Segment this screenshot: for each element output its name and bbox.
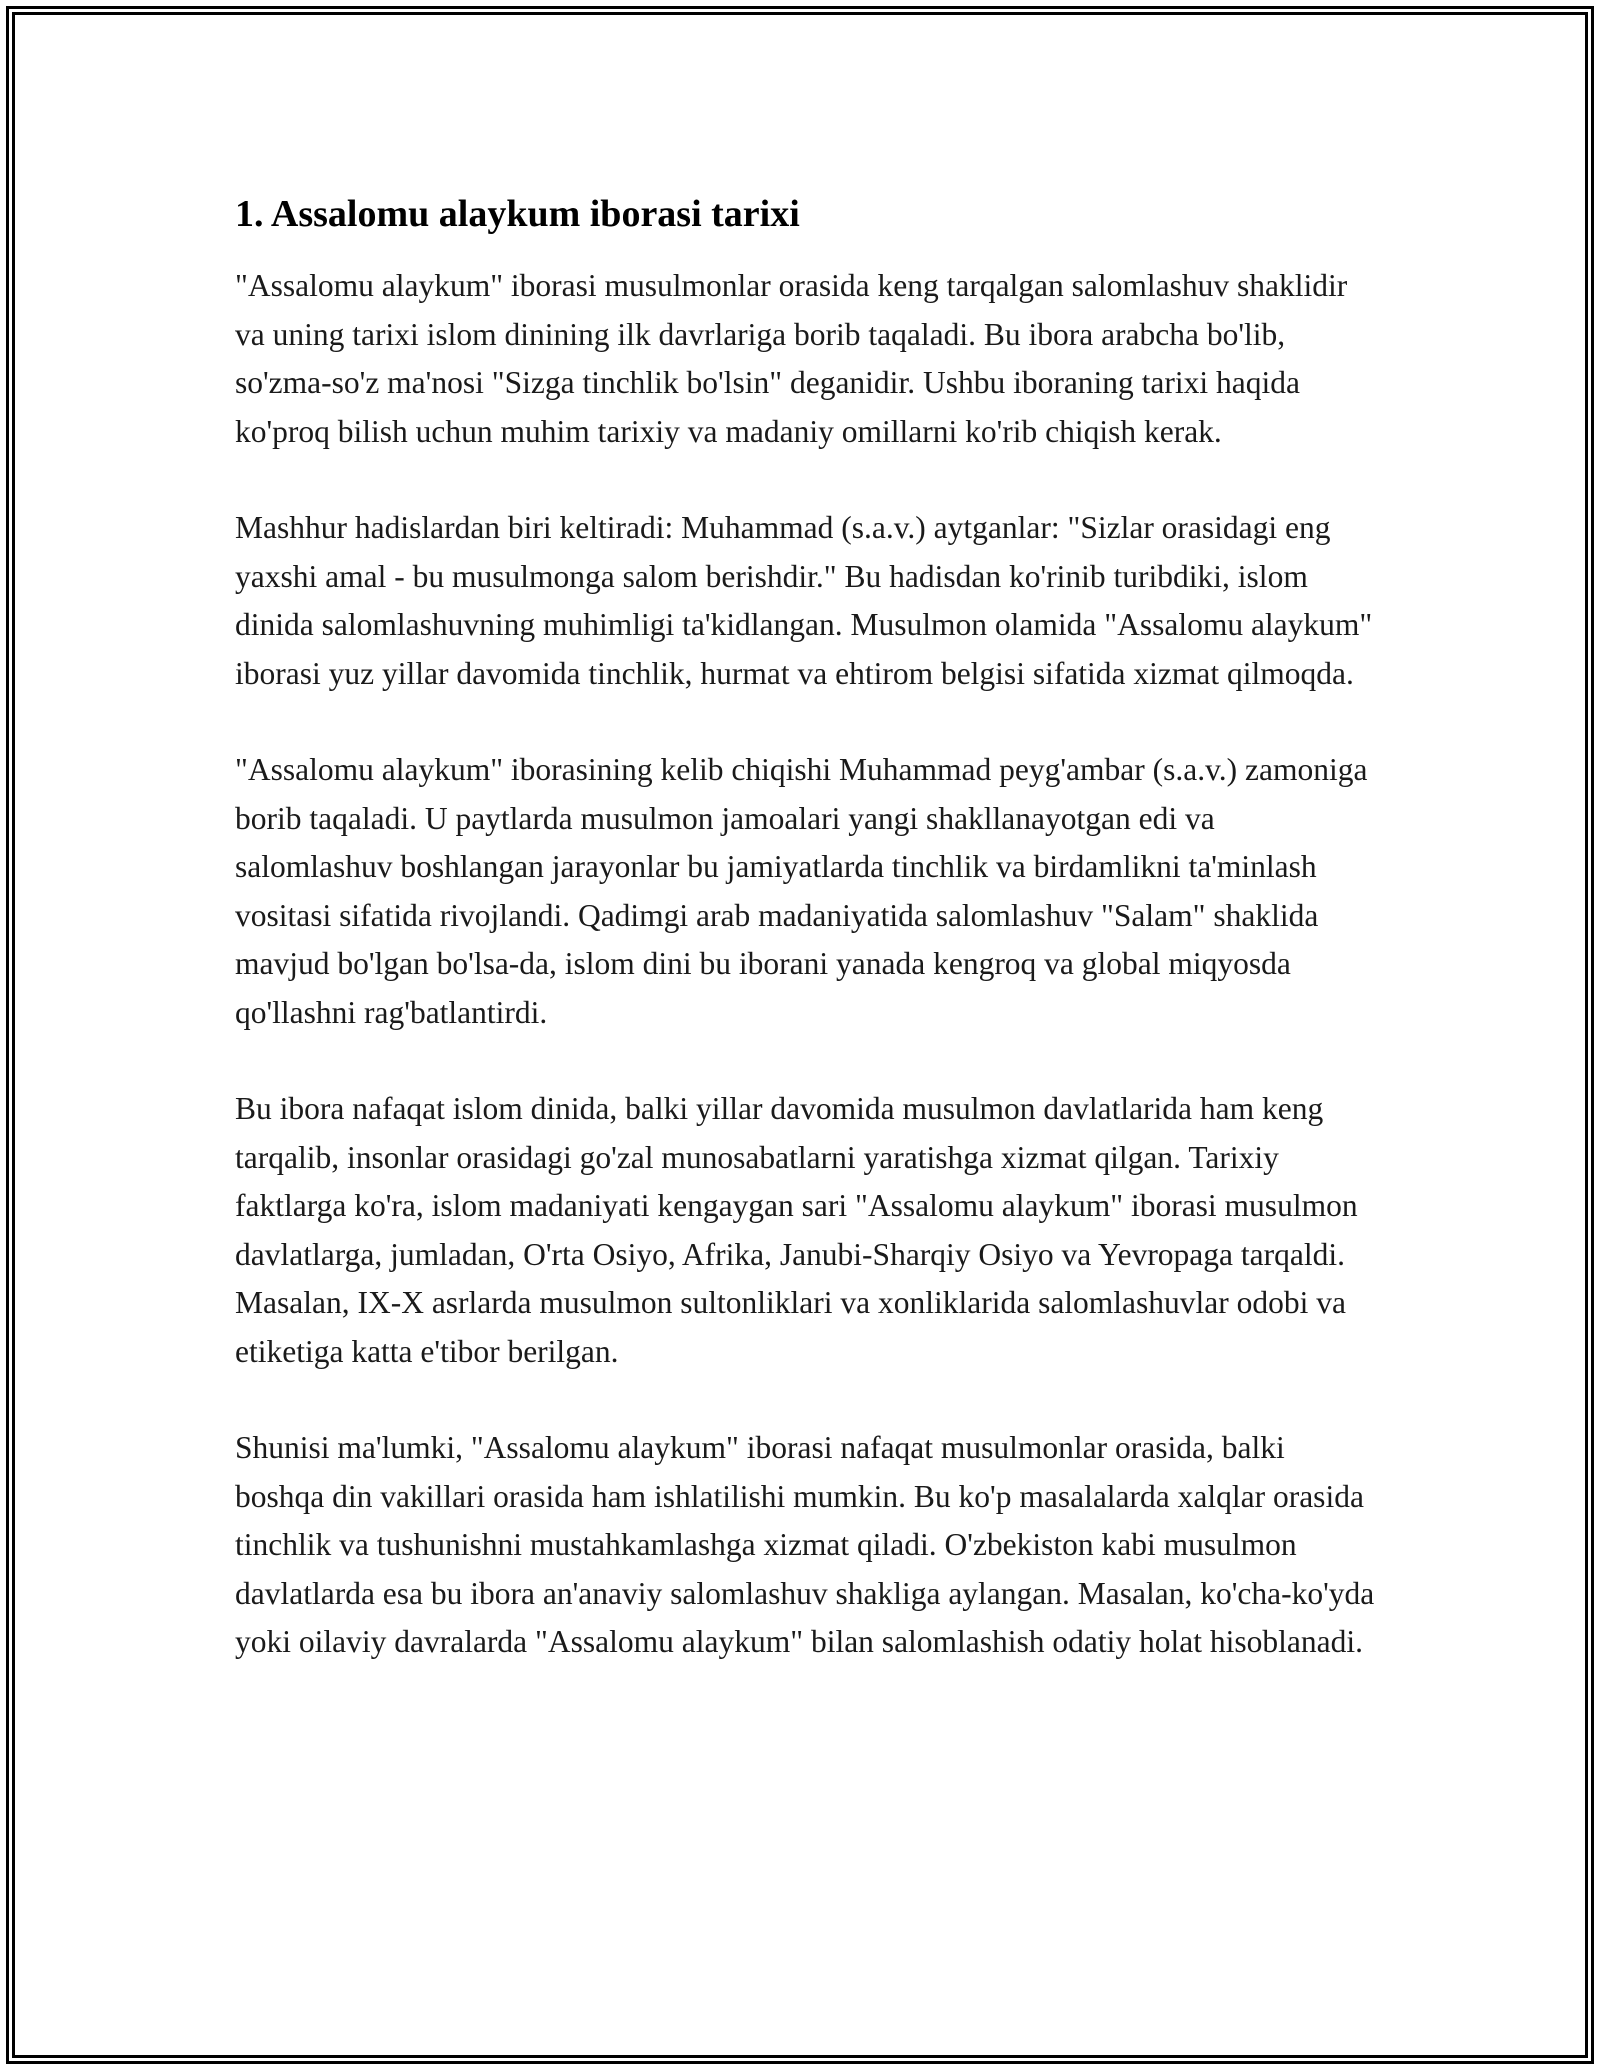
paragraph-2: Mashhur hadislardan biri keltiradi: Muhammad (s.a.v.) aytganlar: "Sizlar orasidagi eng yaxshi amal - bu musulmonga salom berishdir." Bu hadisdan ko'rinib turibdiki, islom dinida salomlashuvning muhimligi ta'kidlangan. Musulmon olamida "Assalomu alaykum" iborasi yuz yillar davomida tinchlik, hurmat va ehtirom belgisi sifatida xizmat qilmoqda.	[235, 510, 1373, 691]
paragraph-5: Shunisi ma'lumki, "Assalomu alaykum" iborasi nafaqat musulmonlar orasida, balki boshqa din vakillari orasida ham ishlatilishi mumkin. Bu ko'p masalalarda xalqlar orasida tinchlik va tushunishni mustahkamlashga xizmat qiladi. O'zbekiston kabi musulmon davlatlarda esa bu ibora an'anaviy salomlashuv shakliga aylangan. Masalan, ko'cha-ko'yda yoki oilaviy davralarda "Assalomu alaykum" bilan salomlashish odatiy holat hisoblanadi.	[235, 1430, 1375, 1659]
paragraph-1: "Assalomu alaykum" iborasi musulmonlar orasida keng tarqalgan salomlashuv shaklidir va uning tarixi islom dinining ilk davrlariga borib taqaladi. Bu ibora arabcha bo'lib, so'zma-so'z ma'nosi "Sizga tinchlik bo'lsin" deganidir. Ushbu iboraning tarixi haqida ko'proq bilish uchun muhim tarixiy va madaniy omillarni ko'rib chiqish kerak.	[235, 268, 1348, 449]
section-heading: 1. Assalomu alaykum iborasi tarixi	[235, 193, 800, 235]
document-body	[235, 190, 1375, 1715]
paragraph-4: Bu ibora nafaqat islom dinida, balki yillar davomida musulmon davlatlarida ham keng tarqalib, insonlar orasidagi go'zal munosabatlarni yaratishga xizmat qilgan. Tarixiy faktlarga ko'ra, islom madaniyati kengaygan sari "Assalomu alaykum" iborasi musulmon davlatlarga, jumladan, O'rta Osiyo, Afrika, Janubi-Sharqiy Osiyo va Yevropaga tarqaldi. Masalan, IX-X asrlarda musulmon sultonliklari va xonliklarida salomlashuvlar odobi va etiketiga katta e'tibor berilgan.	[235, 1091, 1358, 1369]
paragraph-3: "Assalomu alaykum" iborasining kelib chiqishi Muhammad peyg'ambar (s.a.v.) zamoniga borib taqaladi. U paytlarda musulmon jamoalari yangi shakllanayotgan edi va salomlashuv boshlangan jarayonlar bu jamiyatlarda tinchlik va birdamlikni ta'minlash vositasi sifatida rivojlandi. Qadimgi arab madaniyatida salomlashuv "Salam" shaklida mavjud bo'lgan bo'lsa-da, islom dini bu iborani yanada kengroq va global miqyosda qo'llashni rag'batlantirdi.	[235, 752, 1368, 1030]
